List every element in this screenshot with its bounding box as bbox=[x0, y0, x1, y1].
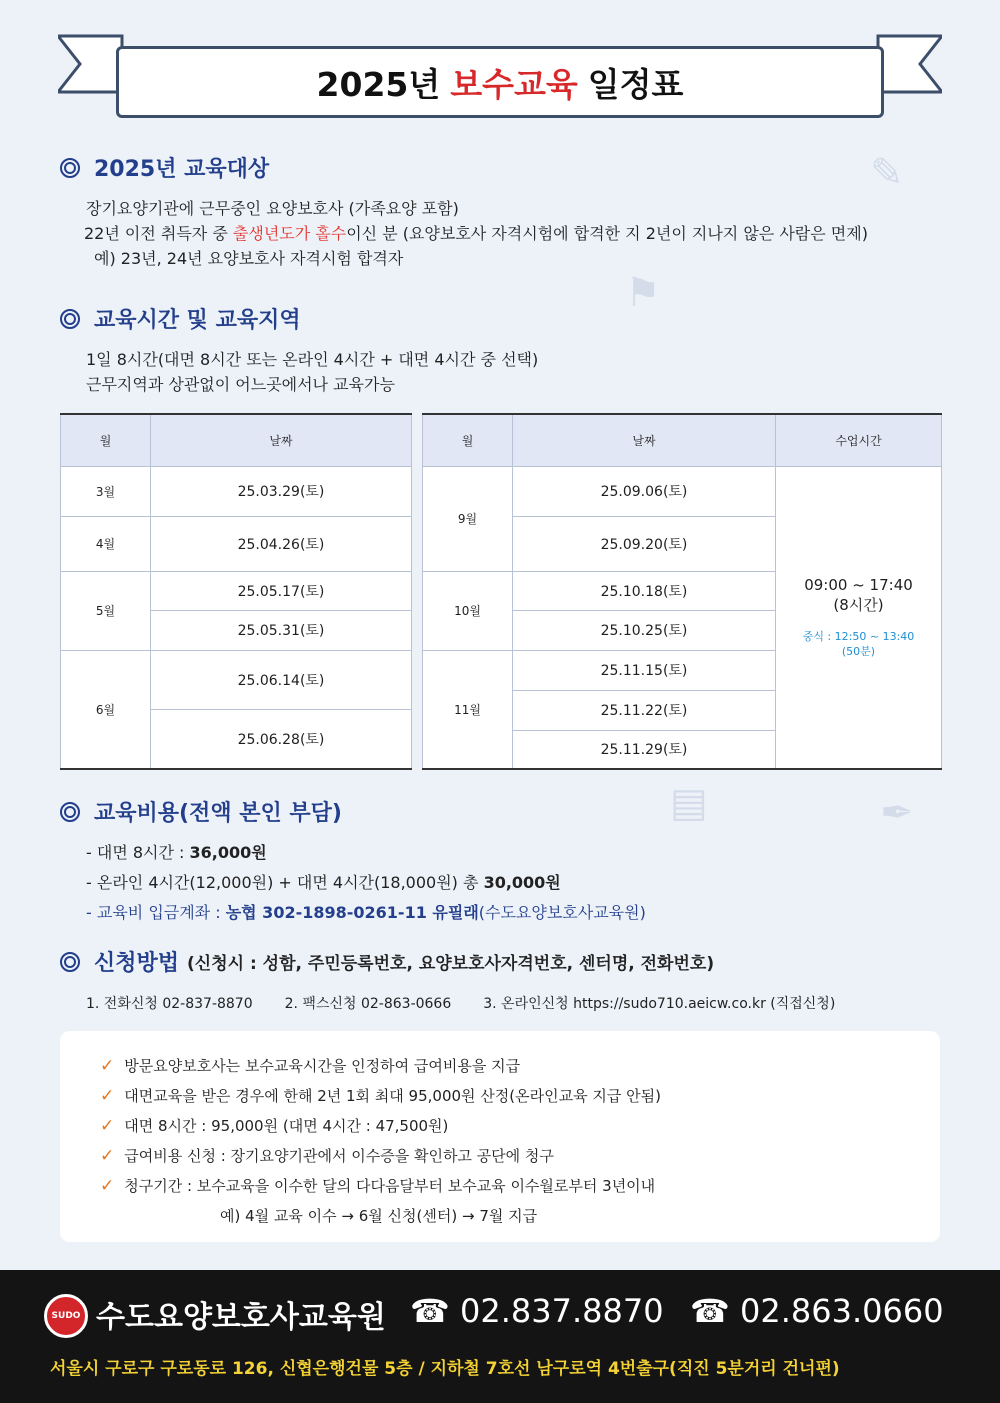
date-cell: 25.04.26(토) bbox=[151, 516, 412, 571]
phone-number-1[interactable]: ☎ 02.837.8870 bbox=[410, 1292, 664, 1330]
section-time-heading bbox=[60, 303, 301, 334]
section-title: 교육비용(전액 본인 부담) bbox=[94, 801, 342, 826]
month-cell: 9월 bbox=[423, 466, 513, 571]
target-line-2-highlight: 출생년도가 홀수 bbox=[232, 224, 347, 243]
bullet-circle-icon bbox=[60, 309, 80, 329]
lunch-time: 중식 : 12:50 ~ 13:40 bbox=[802, 630, 915, 644]
section-title: 신청방법 bbox=[94, 951, 180, 976]
date-cell: 25.11.22(토) bbox=[513, 690, 776, 730]
title-ribbon bbox=[58, 34, 942, 124]
date-cell: 25.06.14(토) bbox=[151, 650, 412, 709]
date-cell: 25.03.29(토) bbox=[151, 466, 412, 516]
note-text: 대면교육을 받은 경우에 한해 2년 1회 최대 95,000원 산정(온라인교육 지급 안됨) bbox=[124, 1087, 661, 1105]
note-item bbox=[100, 1111, 940, 1141]
logo-text: SUDO bbox=[51, 1311, 81, 1321]
class-hours: (8시간) bbox=[833, 596, 884, 615]
date-cell: 25.05.31(토) bbox=[151, 610, 412, 650]
header-class-time: 수업시간 bbox=[776, 414, 942, 466]
flag-icon: ⚑ bbox=[625, 270, 661, 316]
target-line-1: 장기요양기관에 근무중인 요양보호사 (가족요양 포함) bbox=[86, 199, 459, 218]
section-target-body bbox=[86, 196, 868, 271]
target-line-2 bbox=[84, 221, 868, 246]
month-cell: 6월 bbox=[61, 650, 151, 769]
section-target-heading bbox=[60, 152, 269, 183]
cost-line-3 bbox=[86, 898, 646, 928]
bullet-circle-icon bbox=[60, 802, 80, 822]
note-item bbox=[100, 1141, 940, 1171]
class-time-cell bbox=[776, 466, 942, 769]
note-item bbox=[100, 1051, 940, 1081]
apply-fax: 2. 팩스신청 02-863-0666 bbox=[284, 996, 452, 1012]
date-cell: 25.09.20(토) bbox=[513, 516, 776, 571]
cost-line-1-label: - 대면 8시간 : bbox=[86, 843, 190, 862]
target-line-2-post: 이신 분 (요양보호사 자격시험에 합격한 지 2년이 지나지 않은 사람은 면제) bbox=[346, 224, 868, 243]
note-item bbox=[100, 1171, 940, 1201]
document-icon: ▤ bbox=[670, 780, 708, 826]
date-cell: 25.05.17(토) bbox=[151, 571, 412, 610]
month-cell: 11월 bbox=[423, 650, 513, 769]
check-icon: ✓ bbox=[100, 1086, 115, 1106]
cost-line-1-amount: 36,000원 bbox=[189, 843, 267, 862]
pen-icon: ✒ bbox=[880, 790, 914, 836]
account-holder: (수도요양보호사교육원) bbox=[478, 903, 646, 922]
date-cell: 25.11.15(토) bbox=[513, 650, 776, 690]
section-apply-heading bbox=[60, 946, 714, 977]
time-line-2: 근무지역과 상관없이 어느곳에서나 교육가능 bbox=[86, 375, 395, 394]
note-text: 급여비용 신청 : 장기요양기관에서 이수증을 확인하고 공단에 청구 bbox=[124, 1147, 554, 1165]
date-cell: 25.06.28(토) bbox=[151, 709, 412, 769]
bullet-circle-icon bbox=[60, 952, 80, 972]
section-subtitle: (신청시 : 성함, 주민등록번호, 요양보호사자격번호, 센터명, 전화번호) bbox=[187, 954, 715, 974]
lunch-duration: (50분) bbox=[841, 645, 876, 659]
title-suffix: 일정표 bbox=[587, 64, 684, 104]
target-line-3: 예) 23년, 24년 요양보호사 자격시험 합격자 bbox=[94, 249, 404, 268]
check-icon: ✓ bbox=[100, 1056, 115, 1076]
month-cell: 4월 bbox=[61, 516, 151, 571]
page-title bbox=[116, 46, 884, 118]
account-number: 농협 302-1898-0261-11 유필래 bbox=[225, 903, 479, 922]
background-decoration: ✎ bbox=[870, 150, 904, 196]
title-year: 2025년 bbox=[316, 64, 441, 104]
bullet-circle-icon bbox=[60, 158, 80, 178]
header-month: 월 bbox=[423, 414, 513, 466]
org-name: 수도요양보호사교육원 bbox=[96, 1300, 386, 1335]
apply-phone: 1. 전화신청 02-837-8870 bbox=[86, 996, 253, 1012]
header-date: 날짜 bbox=[151, 414, 412, 466]
check-icon: ✓ bbox=[100, 1146, 115, 1166]
cost-line-2-label: - 온라인 4시간(12,000원) + 대면 4시간(18,000원) 총 bbox=[86, 873, 484, 892]
title-accent: 보수교육 bbox=[450, 64, 578, 104]
class-time: 09:00 ~ 17:40 bbox=[804, 576, 913, 595]
month-cell: 5월 bbox=[61, 571, 151, 650]
target-line-2-pre: 22년 이전 취득자 중 bbox=[84, 224, 233, 243]
note-item bbox=[100, 1081, 940, 1111]
section-cost-body bbox=[86, 838, 646, 928]
schedule-table-left bbox=[60, 413, 412, 770]
section-title: 교육시간 및 교육지역 bbox=[94, 308, 301, 333]
check-icon: ✓ bbox=[100, 1176, 115, 1196]
cost-line-2-amount: 30,000원 bbox=[483, 873, 561, 892]
time-line-1: 1일 8시간(대면 8시간 또는 온라인 4시간 + 대면 4시간 중 선택) bbox=[86, 350, 539, 369]
note-text: 방문요양보호사는 보수교육시간을 인정하여 급여비용을 지급 bbox=[124, 1057, 521, 1075]
date-cell: 25.11.29(토) bbox=[513, 730, 776, 769]
address: 서울시 구로구 구로동로 126, 신협은행건물 5층 / 지하철 7호선 남구로역 4번출구(직진 5분거리 건너편) bbox=[50, 1359, 840, 1379]
footer bbox=[0, 1270, 1000, 1403]
notes-box bbox=[60, 1031, 940, 1242]
phone-number-2[interactable]: ☎ 02.863.0660 bbox=[690, 1292, 944, 1330]
apply-online[interactable]: 3. 온라인신청 https://sudo710.aeicw.co.kr (직접신청) bbox=[483, 996, 836, 1012]
section-title: 2025년 교육대상 bbox=[94, 157, 270, 182]
date-cell: 25.09.06(토) bbox=[513, 466, 776, 516]
note-text: 대면 8시간 : 95,000원 (대면 4시간 : 47,500원) bbox=[124, 1117, 449, 1135]
date-cell: 25.10.25(토) bbox=[513, 610, 776, 650]
note-example: 예) 4월 교육 이수 → 6월 신청(센터) → 7월 지급 bbox=[220, 1207, 538, 1225]
account-label: - 교육비 입금계좌 : bbox=[86, 903, 226, 922]
month-cell: 10월 bbox=[423, 571, 513, 650]
header-month: 월 bbox=[61, 414, 151, 466]
section-cost-heading bbox=[60, 796, 342, 827]
month-cell: 3월 bbox=[61, 466, 151, 516]
note-text: 청구기간 : 보수교육을 이수한 달의 다다음달부터 보수교육 이수월로부터 3년이내 bbox=[124, 1177, 656, 1195]
check-icon: ✓ bbox=[100, 1116, 115, 1136]
header-date: 날짜 bbox=[513, 414, 776, 466]
org-logo bbox=[44, 1294, 88, 1338]
date-cell: 25.10.18(토) bbox=[513, 571, 776, 610]
cost-line-2 bbox=[86, 868, 646, 898]
apply-methods bbox=[86, 992, 835, 1017]
section-time-body bbox=[86, 347, 538, 397]
schedule-table-right bbox=[422, 413, 942, 770]
cost-line-1 bbox=[86, 838, 646, 868]
